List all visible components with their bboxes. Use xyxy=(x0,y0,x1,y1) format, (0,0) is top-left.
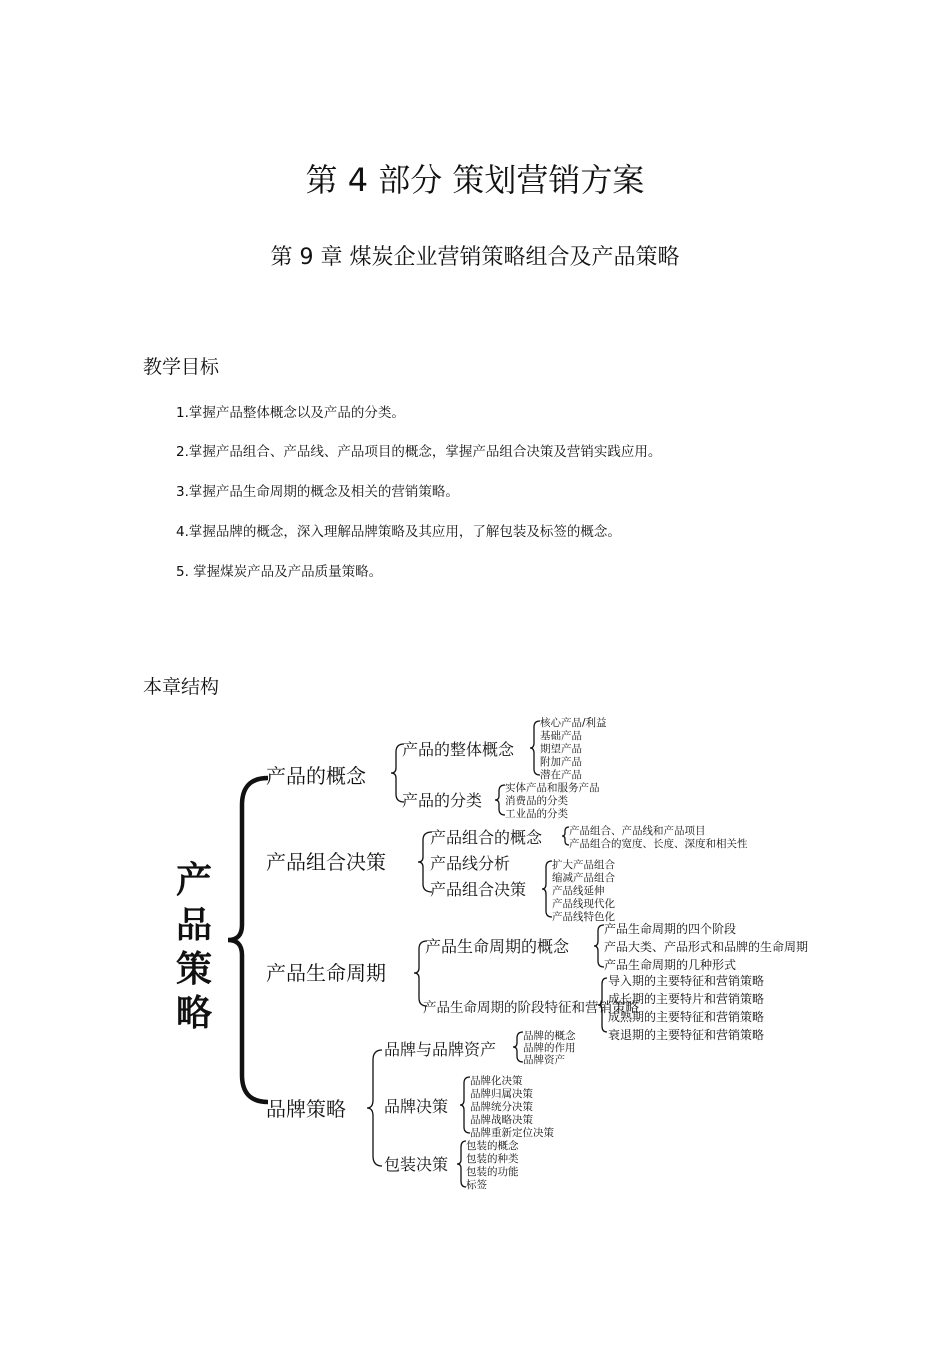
leaf-label: 成熟期的主要特征和营销策略 xyxy=(608,1010,765,1024)
goal-item: 5. 掌握煤炭产品及产品质量策略。 xyxy=(176,564,383,580)
bracket xyxy=(594,925,604,967)
branch-label: 产品组合决策 xyxy=(266,850,386,874)
leaf-label: 包装的功能 xyxy=(466,1166,519,1178)
bracket xyxy=(542,861,552,917)
leaf-label: 包装的概念 xyxy=(466,1140,519,1152)
root-char: 略 xyxy=(176,993,213,1034)
sub-branch-label: 产品线分析 xyxy=(430,854,511,873)
sub-branch-label: 品牌决策 xyxy=(384,1097,449,1116)
leaf-label: 品牌归属决策 xyxy=(470,1088,533,1100)
leaf-label: 工业品的分类 xyxy=(505,808,568,820)
leaf-label: 产品组合、产品线和产品项目 xyxy=(569,825,706,837)
structure-heading: 本章结构 xyxy=(143,676,220,698)
leaf-label: 包装的种类 xyxy=(466,1153,519,1165)
leaf-label: 产品线现代化 xyxy=(552,898,615,910)
leaf-label: 品牌的作用 xyxy=(523,1042,576,1054)
chapter-title: 第 9 章 煤炭企业营销策略组合及产品策略 xyxy=(270,245,680,270)
sub-branch-label: 产品的整体概念 xyxy=(402,740,515,759)
leaf-label: 产品生命周期的几种形式 xyxy=(604,958,737,972)
leaf-label: 导入期的主要特征和营销策略 xyxy=(608,974,765,988)
root-char: 策 xyxy=(176,949,213,990)
leaf-label: 衰退期的主要特征和营销策略 xyxy=(608,1028,765,1042)
sub-branch-label: 包装决策 xyxy=(384,1155,449,1174)
leaf-label: 潜在产品 xyxy=(540,769,582,781)
part-title: 第 4 部分 策划营销方案 xyxy=(305,161,645,199)
sub-branch-label: 品牌与品牌资产 xyxy=(384,1040,497,1059)
leaf-label: 品牌统分决策 xyxy=(470,1101,533,1113)
root-bracket xyxy=(228,778,268,1102)
leaf-label: 品牌化决策 xyxy=(470,1075,523,1087)
goal-item: 3.掌握产品生命周期的概念及相关的营销策略。 xyxy=(176,484,459,500)
bracket xyxy=(367,1050,382,1166)
bracket xyxy=(513,1032,523,1062)
leaf-label: 标签 xyxy=(466,1179,487,1191)
bracket xyxy=(457,1141,466,1187)
leaf-label: 产品生命周期的四个阶段 xyxy=(604,922,737,936)
leaf-label: 品牌的概念 xyxy=(523,1030,576,1042)
bracket xyxy=(562,827,569,845)
leaf-label: 基础产品 xyxy=(540,730,582,742)
sub-branch-label: 产品生命周期的概念 xyxy=(425,937,570,956)
leaf-label: 产品大类、产品形式和品牌的生命周期 xyxy=(604,940,809,954)
goal-item: 4.掌握品牌的概念，深入理解品牌策略及其应用，了解包装及标签的概念。 xyxy=(176,524,621,540)
bracket xyxy=(495,785,505,815)
sub-branch-label: 产品组合决策 xyxy=(430,880,527,899)
leaf-label: 缩减产品组合 xyxy=(552,872,615,884)
leaf-label: 实体产品和服务产品 xyxy=(505,782,600,794)
leaf-label: 产品线延伸 xyxy=(552,885,605,897)
bracket xyxy=(460,1077,470,1133)
leaf-label: 期望产品 xyxy=(540,743,582,755)
sub-branch-label: 产品的分类 xyxy=(402,791,483,810)
goal-item: 2.掌握产品组合、产品线、产品项目的概念，掌握产品组合决策及营销实践应用。 xyxy=(176,444,662,460)
branch-label: 产品生命周期 xyxy=(266,961,386,985)
leaf-label: 核心产品/利益 xyxy=(540,717,607,729)
sub-branch-label: 产品组合的概念 xyxy=(430,828,543,847)
leaf-label: 品牌重新定位决策 xyxy=(470,1127,554,1139)
root-char: 产 xyxy=(176,860,213,901)
leaf-label: 产品线特色化 xyxy=(552,911,615,923)
leaf-label: 消费品的分类 xyxy=(505,795,568,807)
leaf-label: 品牌战略决策 xyxy=(470,1114,533,1126)
branch-label: 品牌策略 xyxy=(266,1097,346,1121)
bracket xyxy=(530,721,540,775)
sub-branch-label: 产品生命周期的阶段特征和营销策略 xyxy=(423,1000,639,1016)
goal-item: 1.掌握产品整体概念以及产品的分类。 xyxy=(176,405,405,421)
root-char: 品 xyxy=(176,905,213,946)
leaf-label: 品牌资产 xyxy=(523,1054,565,1066)
leaf-label: 附加产品 xyxy=(540,756,582,768)
leaf-label: 产品组合的宽度、长度、深度和相关性 xyxy=(569,838,748,850)
leaf-label: 成长期的主要特片和营销策略 xyxy=(608,992,765,1006)
leaf-label: 扩大产品组合 xyxy=(552,859,615,871)
teaching-goals-heading: 教学目标 xyxy=(143,356,220,378)
branch-label: 产品的概念 xyxy=(266,764,366,788)
